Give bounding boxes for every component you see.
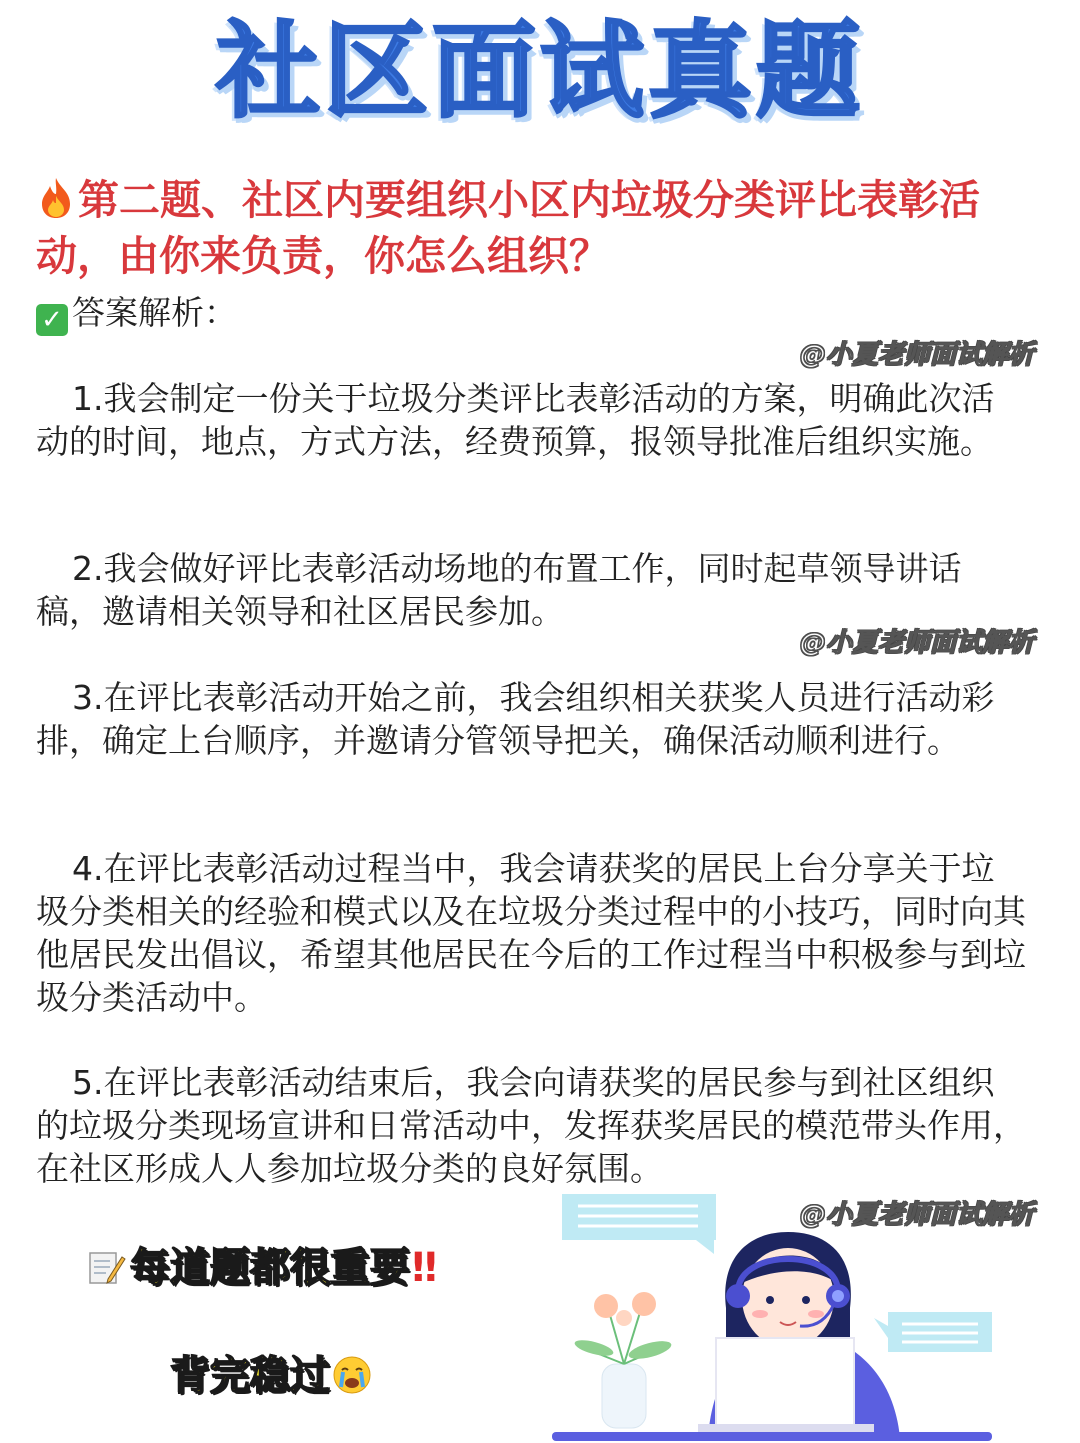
answer-paragraph: 5.在评比表彰活动结束后，我会向请获奖的居民参与到社区组织的垃圾分类现场宣讲和日常活动中，发挥获奖居民的模范带头作用，在社区形成人人参加垃圾分类的良好氛围。 xyxy=(36,1063,1026,1188)
answer-paragraph: 3.在评比表彰活动开始之前，我会组织相关获奖人员进行活动彩排，确定上台顺序，并邀请分管领导把关，确保活动顺利进行。 xyxy=(36,678,995,760)
watermark: @小夏老师面试解析 xyxy=(799,628,1034,658)
answer-paragraph: 1.我会制定一份关于垃圾分类评比表彰活动的方案，明确此次活动的时间，地点，方式方法，经费预算，报领导批准后组织实施。 xyxy=(36,379,995,461)
page-title: 社区面试真题 xyxy=(215,10,864,132)
memo-icon xyxy=(86,1247,126,1287)
watermark: @小夏老师面试解析 xyxy=(799,340,1034,370)
customer-service-illustration xyxy=(548,1188,1008,1443)
footer-important-note xyxy=(86,1236,437,1293)
answer-label-text: 答案解析： xyxy=(72,293,237,332)
question-heading xyxy=(36,172,1048,284)
footer-line1: 每道题都很重要 xyxy=(130,1245,410,1291)
answer-label xyxy=(36,290,237,336)
check-icon: ✓ xyxy=(36,304,68,336)
footer-line2: 背完稳过 xyxy=(170,1353,330,1399)
question-text: 第二题、社区内要组织小区内垃圾分类评比表彰活动，由你来负责，你怎么组织？ xyxy=(36,176,980,280)
double-exclamation-icon: ‼ xyxy=(412,1245,438,1291)
answer-paragraph: 2.我会做好评比表彰活动场地的布置工作，同时起草领导讲话稿，邀请相关领导和社区居民参加。 xyxy=(36,549,962,631)
footer-pass-note xyxy=(170,1344,372,1401)
fire-icon xyxy=(36,176,76,220)
watermark: @小夏老师面试解析 xyxy=(799,1200,1034,1230)
crying-face-icon xyxy=(332,1355,372,1395)
answer-paragraph: 4.在评比表彰活动过程当中，我会请获奖的居民上台分享关于垃圾分类相关的经验和模式以及在垃圾分类过程中的小技巧，同时向其他居民发出倡议，希望其他居民在今后的工作过程当中积极参与到垃圾分类活动中。 xyxy=(36,849,1026,1017)
